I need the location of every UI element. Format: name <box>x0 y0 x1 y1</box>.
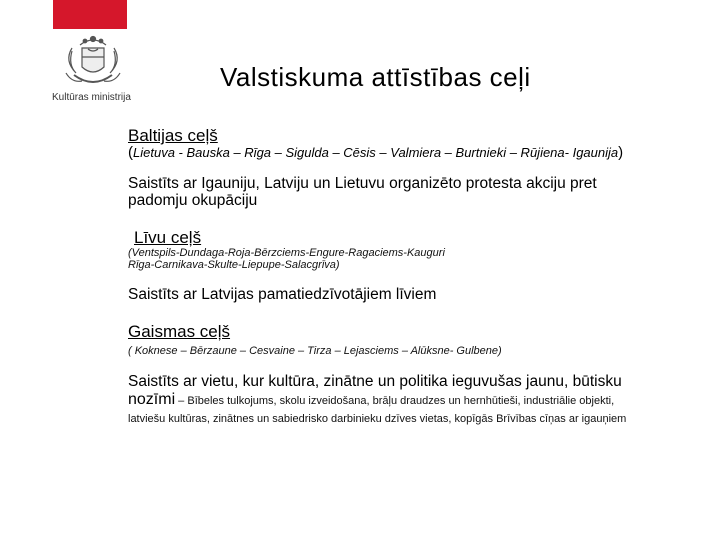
description-gaismas-word: nozīmi <box>128 391 176 408</box>
section-heading-livu: Līvu ceļš <box>134 228 202 247</box>
slide-title: Valstiskuma attīstības ceļi <box>220 62 531 92</box>
description-gaismas-line3: latviešu kultūras, zinātnes un sabiedrisko darbinieku dzīves vietas, kopīgās Brīvības cīņas ar igauņiem <box>128 413 627 425</box>
brand-red-bar <box>53 0 127 29</box>
description-gaismas-line2 <box>128 391 614 409</box>
route-baltijas <box>128 144 623 161</box>
route-gaismas: ( Koknese – Bērzaune – Cesvaine – Tirza – Lejasciems – Alūksne- Gulbene) <box>128 345 502 357</box>
route-livu-line1: (Ventspils-Dundaga-Roja-Bērzciems-Engure-Ragaciems-Kauguri <box>128 247 445 259</box>
route-text: Lietuva - Bauska – Rīga – Sigulda – Cēsis – Valmiera – Burtnieki – Rūjiena- Igaunija <box>133 145 619 160</box>
description-baltijas-line1: Saistīts ar Igauniju, Latviju un Lietuvu organizēto protesta akciju pret <box>128 175 597 192</box>
route-open-paren: ( <box>128 144 133 161</box>
description-baltijas-line2: padomju okupāciju <box>128 192 258 209</box>
description-gaismas-line1: Saistīts ar vietu, kur kultūra, zinātne un politika ieguvušas jaunu, būtisku <box>128 373 622 390</box>
route-close-paren: ) <box>618 144 624 161</box>
section-heading-baltijas: Baltijas ceļš <box>128 126 218 145</box>
route-livu-line2: Rīga-Carnikava-Skulte-Liepupe-Salacgrīva) <box>128 259 340 271</box>
ministry-name: Kultūras ministrija <box>52 92 131 103</box>
description-livu: Saistīts ar Latvijas pamatiedzīvotājiem līviem <box>128 286 437 303</box>
section-heading-gaismas: Gaismas ceļš <box>128 322 231 341</box>
description-gaismas-tail: – Bībeles tulkojums, skolu izveidošana, brāļu draudzes un hernhūtieši, industriālie objekti, <box>175 395 615 407</box>
